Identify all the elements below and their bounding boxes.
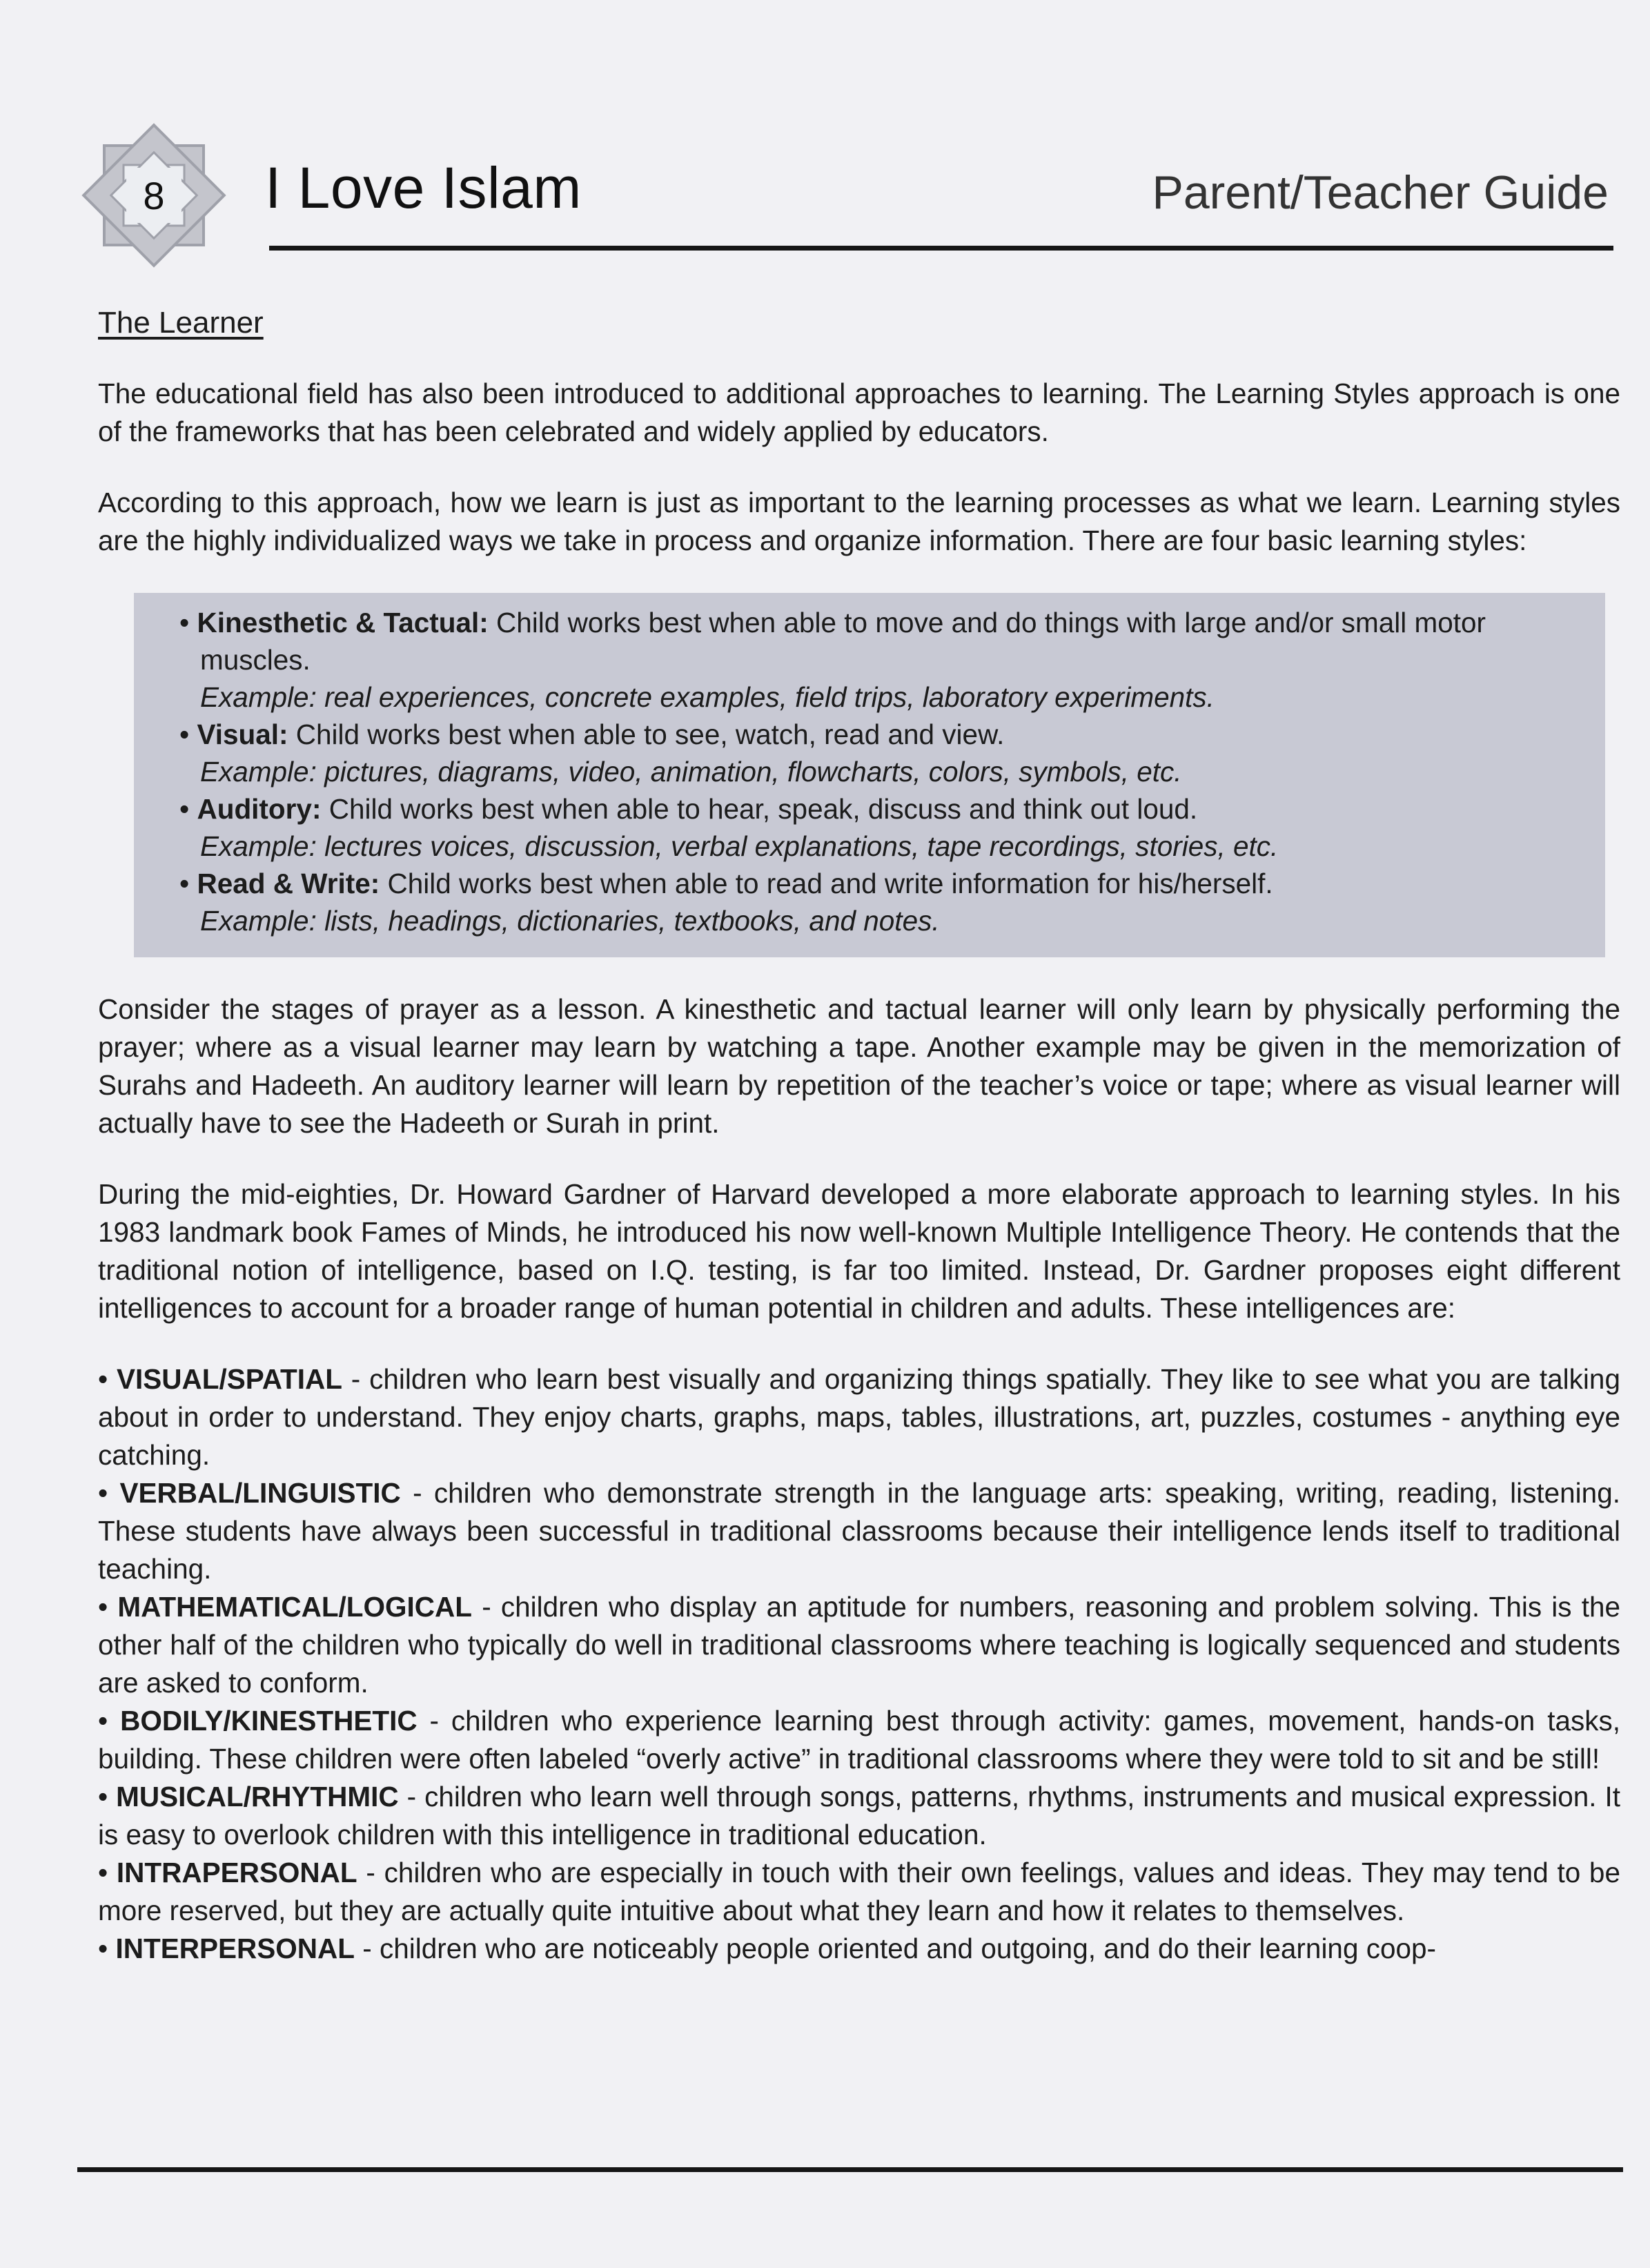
intelligence-name: VISUAL/SPATIAL — [116, 1363, 342, 1395]
learning-style-desc: Child works best when able to read and write information for his/herself. — [380, 868, 1273, 899]
header-rule — [269, 246, 1613, 251]
intelligence-item — [98, 1854, 1620, 1930]
bullet: • — [179, 868, 190, 899]
bullet: • — [179, 718, 190, 750]
paragraph-gardner: During the mid-eighties, Dr. Howard Gardner of Harvard developed a more elaborate approach to learning styles. In his 1983 landmark book Fames of Minds, he introduced his now well-known Multiple Intelligence Theory. He contends that the traditional notion of intelligence, based on I.Q. testing, is far too limited. Instead, Dr. Gardner proposes eight different intelligences to account for a broader range of human potential in children and adults. These intelligences are: — [98, 1178, 1620, 1324]
learning-style-example: Example: pictures, diagrams, video, animation, flowcharts, colors, symbols, etc. — [200, 756, 1182, 788]
intelligence-name: INTRAPERSONAL — [116, 1857, 357, 1888]
learning-style-name: Read & Write: — [197, 868, 380, 899]
intelligence-desc: - children who demonstrate strength in the language arts: speaking, writing, reading, listening. These students have always been successful in traditional classrooms because their intelligence lends itself to traditional teaching. — [98, 1477, 1620, 1585]
paragraph-intro: The educational field has also been introduced to additional approaches to learning. The Learning Styles approach is one of the frameworks that has been celebrated and widely applied by educators. — [98, 378, 1620, 447]
learning-style-name: Visual: — [197, 718, 288, 750]
learning-style-desc: Child works best when able to move and do things with large and/or small motor muscles. — [200, 607, 1486, 676]
bullet: • — [179, 607, 190, 638]
bullet: • — [98, 1781, 108, 1812]
intelligence-name: VERBAL/LINGUISTIC — [119, 1477, 401, 1509]
learning-style-name: Kinesthetic & Tactual: — [197, 607, 489, 638]
bullet: • — [98, 1933, 108, 1964]
learning-style-example: Example: lectures voices, discussion, verbal explanations, tape recordings, stories, etc. — [200, 830, 1279, 862]
learning-style-item — [171, 790, 1568, 828]
intelligence-desc: - children who experience learning best through activity: games, movement, hands-on tasks, building. These children were often labeled “overly active” in traditional classrooms where they were told to sit and be still! — [98, 1705, 1620, 1775]
guide-title: Parent/Teacher Guide — [1152, 166, 1609, 219]
intelligence-item — [98, 1474, 1620, 1588]
learning-style-example: Example: lists, headings, dictionaries, textbooks, and notes. — [200, 905, 940, 937]
learning-style-item — [171, 604, 1568, 678]
intelligence-desc: - children who are especially in touch with their own feelings, values and ideas. They may tend to be more reserved, but they are actually quite intuitive about what they learn and how it relates to themselves. — [98, 1857, 1620, 1926]
intelligence-name: BODILY/KINESTHETIC — [120, 1705, 418, 1737]
bullet: • — [179, 793, 190, 825]
learning-style-example: Example: real experiences, concrete examples, field trips, laboratory experiments. — [200, 681, 1215, 713]
intelligence-desc: - children who display an aptitude for numbers, reasoning and problem solving. This is the other half of the children who typically do well in traditional classrooms where teaching is logically sequenced and students are asked to conform. — [98, 1591, 1620, 1699]
bullet: • — [98, 1857, 108, 1888]
intelligence-desc: - children who are noticeably people oriented and outgoing, and do their learning coop- — [354, 1933, 1437, 1964]
bullet: • — [98, 1591, 108, 1623]
main-content — [98, 304, 1620, 1968]
learning-style-item — [171, 865, 1568, 902]
intelligence-name: INTERPERSONAL — [115, 1933, 355, 1964]
intelligence-name: MUSICAL/RHYTHMIC — [116, 1781, 399, 1812]
section-heading: The Learner — [98, 306, 264, 340]
intelligence-desc: - children who learn well through songs, patterns, rhythms, instruments and musical expression. It is easy to overlook children with this intelligence in traditional education. — [98, 1781, 1620, 1850]
footer-rule — [77, 2167, 1623, 2172]
intelligence-item — [98, 1930, 1620, 1968]
learning-styles-box — [134, 593, 1605, 957]
page-number: 8 — [143, 173, 165, 217]
learning-style-desc: Child works best when able to see, watch, read and view. — [288, 718, 1005, 750]
intelligence-name: MATHEMATICAL/LOGICAL — [117, 1591, 473, 1623]
learning-style-item — [171, 716, 1568, 753]
bullet: • — [98, 1705, 108, 1737]
intelligence-desc: - children who learn best visually and organizing things spatially. They like to see what you are talking about in order to understand. They enjoy charts, graphs, maps, tables, illustrations, art, puzzles, costumes - anything eye catching. — [98, 1363, 1620, 1471]
intelligence-item — [98, 1778, 1620, 1854]
paragraph-prayer-example: Consider the stages of prayer as a lesson. A kinesthetic and tactual learner will only learn by physically performing the prayer; where as a visual learner may learn by watching a tape. Another example may be given in the memorization of Surahs and Hadeeth. An auditory learner will learn by repetition of the teacher’s voice or tape; where as visual learner will actually have to see the Hadeeth or Surah in print. — [98, 993, 1620, 1139]
learning-style-name: Auditory: — [197, 793, 322, 825]
bullet: • — [98, 1363, 108, 1395]
bullet: • — [98, 1477, 108, 1509]
intelligence-item — [98, 1360, 1620, 1474]
learning-style-desc: Child works best when able to hear, speak, discuss and think out loud. — [321, 793, 1198, 825]
intelligences-list — [98, 1360, 1620, 1968]
paragraph-approach: According to this approach, how we learn is just as important to the learning processes as what we learn. Learning styles are the highly individualized ways we take in process and organize information. There are four basic learning styles: — [98, 487, 1620, 556]
intelligence-item — [98, 1702, 1620, 1778]
intelligence-item — [98, 1588, 1620, 1702]
book-title: I Love Islam — [265, 155, 582, 220]
